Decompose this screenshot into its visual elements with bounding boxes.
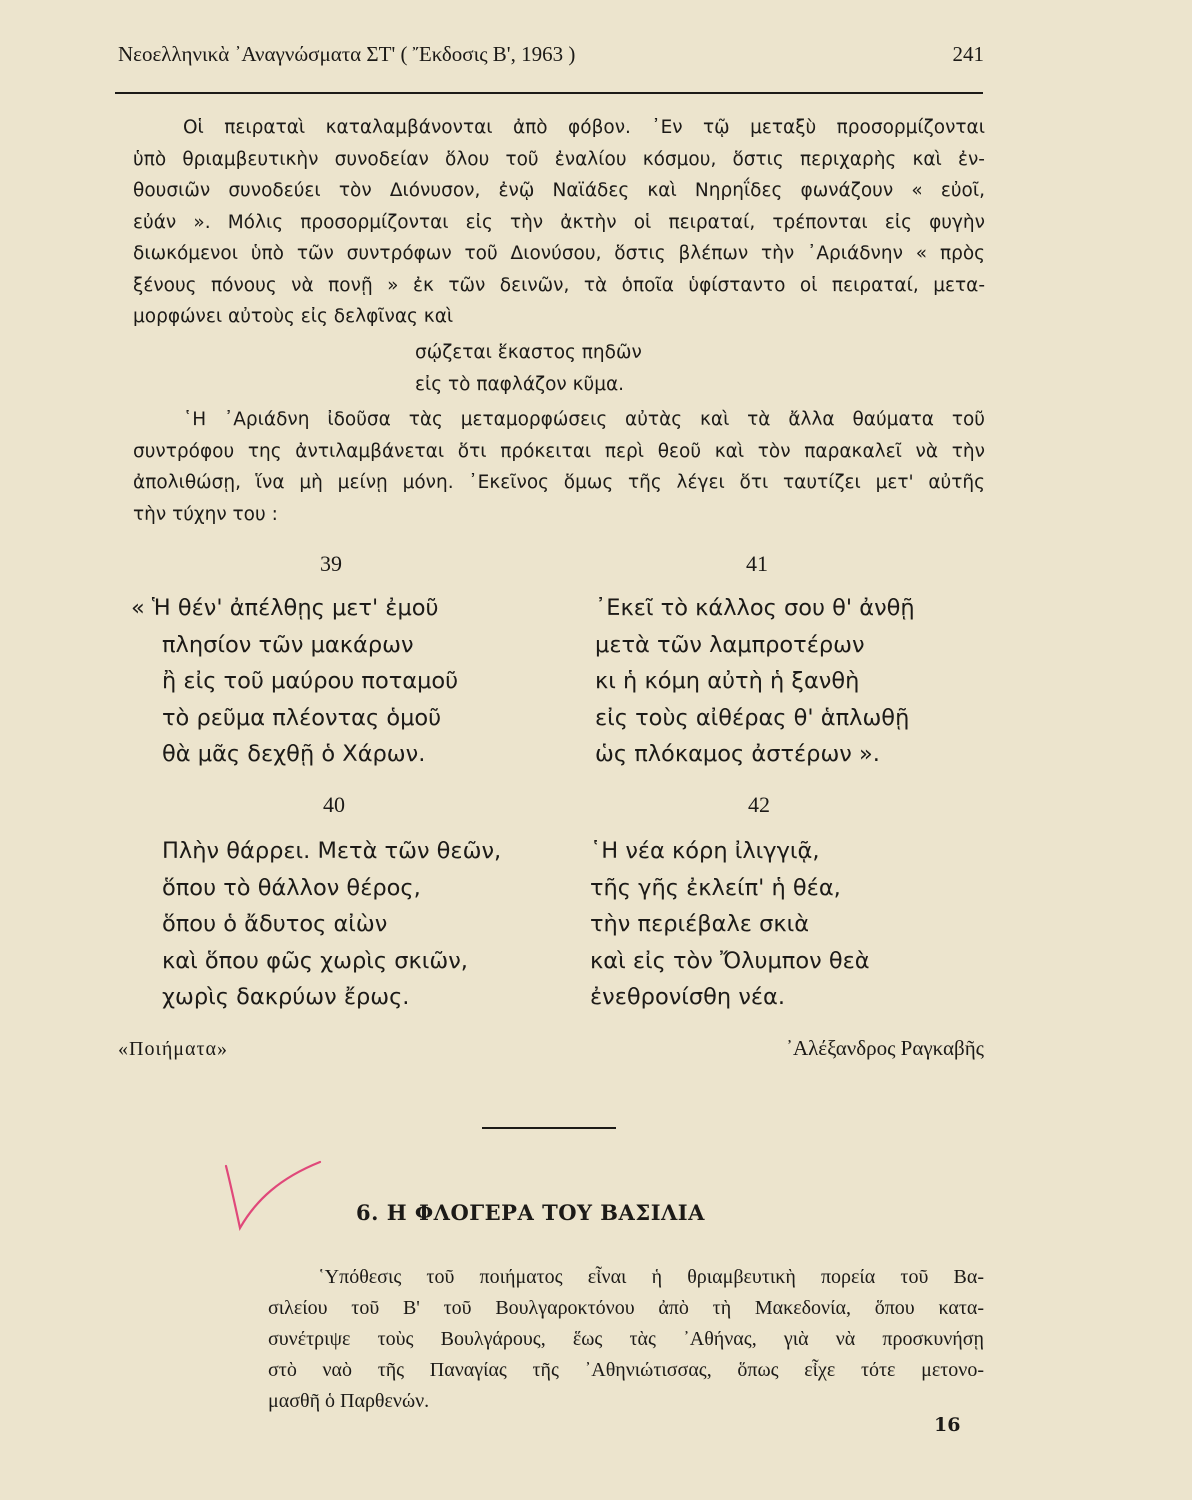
section-title: 6. Η ΦΛΟΓΕΡΑ ΤΟΥ ΒΑΣΙΛΙΑ xyxy=(356,1200,705,1225)
verse-line: εἰς τὸ παφλάζον κῦμα. xyxy=(415,373,625,395)
poem-source: «Ποιήματα» xyxy=(118,1038,228,1060)
text-line: τὴν τύχην του : xyxy=(133,503,278,525)
verse-line: πλησίον τῶν μακάρων xyxy=(162,631,414,658)
book-title: Νεοελληνικὰ ᾿Αναγνώσματα ΣΤ' ( Ἔκδοσις Β', 1963 ) xyxy=(118,42,576,66)
verse-line: ἐνεθρονίσθη νέα. xyxy=(590,984,786,1010)
text-line: ξένους πόνους νὰ πονῇ » ἐκ τῶν δεινῶν, τὰ ὁποῖα ὑφίσταντο οἱ πειραταί, μετα- xyxy=(133,274,985,296)
verse-line: τὴν περιέβαλε σκιὰ xyxy=(590,911,810,937)
poem-author: ᾿Αλέξανδρος Ραγκαβῆς xyxy=(785,1036,984,1060)
verse-line: τῆς γῆς ἐκλείπ' ἡ θέα, xyxy=(590,874,841,901)
verse-line: ὅπου ὁ ἄδυτος αἰὼν xyxy=(162,911,388,937)
page-number: 241 xyxy=(952,42,984,66)
verse-line: καὶ ὅπου φῶς χωρὶς σκιῶν, xyxy=(162,947,468,974)
quoted-verse xyxy=(415,337,642,400)
running-head xyxy=(118,42,984,67)
text-line: ἀπολιθώσῃ, ἵνα μὴ μείνῃ μόνη. ᾿Εκεῖνος ὅμως τῆς λέγει ὅτι ταυτίζει μετ' αὐτῆς xyxy=(133,472,985,493)
verse-line: χωρὶς δακρύων ἔρως. xyxy=(162,984,410,1010)
stanza-41 xyxy=(595,590,915,773)
stanza-number: 42 xyxy=(748,792,770,817)
text-line: θουσιῶν συνοδεύει τὸν Διόνυσον, ἐνῷ Ναϊάδες καὶ Νηρηΐδες φωνάζουν « εὐοῖ, xyxy=(133,180,985,201)
verse-line: ᾿Εκεῖ τὸ κάλλος σου θ' ἀνθῇ xyxy=(595,595,915,621)
section-summary xyxy=(268,1262,984,1417)
verse-line: θὰ μᾶς δεχθῇ ὁ Χάρων. xyxy=(162,741,426,767)
text-line: σιλείου τοῦ Β' τοῦ Βουλγαροκτόνου ἀπὸ τὴ Μακεδονία, ὅπου κατα- xyxy=(268,1297,984,1319)
verse-line: κι ἡ κόμη αὐτὴ ἡ ξανθὴ xyxy=(595,668,860,694)
text-line: συντρόφου της ἀντιλαμβάνεται ὅτι πρόκειται περὶ θεοῦ καὶ τὸν παρακαλεῖ νὰ τὴν xyxy=(133,440,985,462)
verse-line: ὡς πλόκαμος ἀστέρων ». xyxy=(595,741,880,767)
signature-number: 16 xyxy=(934,1414,961,1436)
stanza-39 xyxy=(131,590,458,773)
text-line: στὸ ναὸ τῆς Παναγίας τῆς ᾿Αθηνιώτισσας, ὅπως εἶχε τότε μετονο- xyxy=(268,1359,984,1381)
verse-line: ῾Η νέα κόρη ἰλιγγιᾷ, xyxy=(590,838,820,864)
verse-line: ὅπου τὸ θάλλον θέρος, xyxy=(162,874,421,901)
verse-line: « Ἡ θέν' ἀπέλθῃς μετ' ἐμοῦ xyxy=(131,595,439,621)
text-line: ῾Η ᾿Αριάδνη ἰδοῦσα τὰς μεταμορφώσεις αὐτὰς καὶ τὰ ἄλλα θαύματα τοῦ xyxy=(183,409,985,430)
text-line: Οἱ πειραταὶ καταλαμβάνονται ἀπὸ φόβον. ᾿Εν τῷ μεταξὺ προσορμίζονται xyxy=(183,117,985,138)
text-line: μασθῆ ὁ Παρθενών. xyxy=(268,1390,430,1412)
text-line: εὐάν ». Μόλις προσορμίζονται εἰς τὴν ἀκτὴν οἱ πειραταί, τρέπονται εἰς φυγὴν xyxy=(133,211,985,233)
stanza-number: 40 xyxy=(323,792,345,817)
verse-line: τὸ ρεῦμα πλέοντας ὁμοῦ xyxy=(162,704,442,731)
text-line: ῾Υπόθεσις τοῦ ποιήματος εἶναι ἡ θριαμβευτικὴ πορεία τοῦ Βα- xyxy=(318,1266,984,1288)
text-line: μορφώνει αὐτοὺς εἰς δελφῖνας καὶ xyxy=(133,306,454,327)
middle-paragraph xyxy=(133,404,985,530)
stanza-number: 41 xyxy=(746,551,768,576)
stanza-number: 39 xyxy=(320,551,342,576)
verse-line: μετὰ τῶν λαμπροτέρων xyxy=(595,631,865,658)
check-mark-icon xyxy=(220,1160,330,1240)
intro-paragraph xyxy=(133,112,985,333)
section-separator xyxy=(482,1127,616,1129)
verse-line: καὶ εἰς τὸν Ὄλυμπον θεὰ xyxy=(590,947,870,974)
stanza-42 xyxy=(590,833,870,1016)
text-line: ὑπὸ θριαμβευτικὴν συνοδείαν ὅλου τοῦ ἐναλίου κόσμου, ὅστις περιχαρὴς καὶ ἐν- xyxy=(133,148,985,170)
stanza-40 xyxy=(162,833,501,1016)
verse-line: σῴζεται ἕκαστος πηδῶν xyxy=(415,342,642,363)
header-rule xyxy=(115,92,983,94)
verse-line: ἢ εἰς τοῦ μαύρου ποταμοῦ xyxy=(162,668,459,694)
verse-line: Πλὴν θάρρει. Μετὰ τῶν θεῶν, xyxy=(162,838,502,864)
text-line: διωκόμενοι ὑπὸ τῶν συντρόφων τοῦ Διονύσου, ὅστις βλέπων τὴν ᾿Αριάδνην « πρὸς xyxy=(133,243,985,264)
text-line: συνέτριψε τοὺς Βουλγάρους, ἕως τὰς ᾿Αθήνας, γιὰ νὰ προσκυνήσῃ xyxy=(268,1328,984,1350)
verse-line: εἰς τοὺς αἰθέρας θ' ἁπλωθῇ xyxy=(595,704,910,731)
